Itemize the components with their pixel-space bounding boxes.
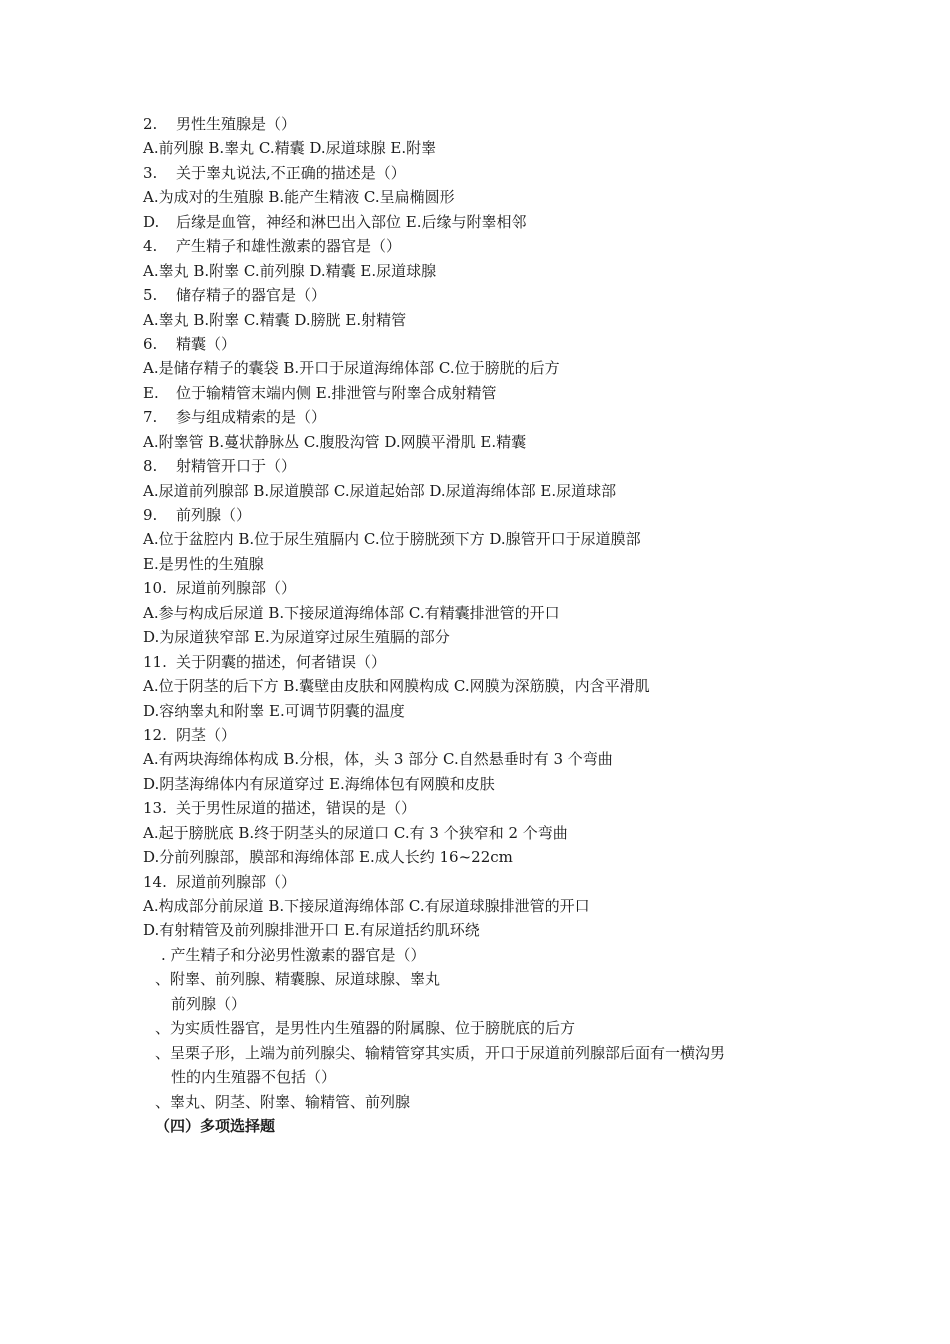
question-number: 10. <box>143 579 167 598</box>
line-text: D.阴茎海绵体内有尿道穿过 E.海绵体包有网膜和皮肤 <box>143 774 495 793</box>
text-line <box>143 259 823 283</box>
question-number: 3. <box>143 163 158 182</box>
question-list <box>143 112 823 1138</box>
line-text: 射精管开口于（） <box>176 457 297 476</box>
text-line <box>143 454 823 478</box>
line-text: A.睾丸 B.附睾 C.前列腺 D.精囊 E.尿道球腺 <box>143 261 437 280</box>
text-line <box>143 772 823 796</box>
text-line <box>143 650 823 674</box>
line-text: 、为实质性器官，是男性内生殖器的附属腺、位于膀胱底的后方 <box>155 1019 576 1038</box>
question-number: 2. <box>143 115 158 133</box>
line-text: 尿道前列腺部（） <box>176 579 297 598</box>
question-number: 14. <box>143 872 167 891</box>
text-line <box>143 992 823 1016</box>
text-line <box>143 821 823 845</box>
text-line <box>143 308 823 332</box>
line-text: A.参与构成后尿道 B.下接尿道海绵体部 C.有精囊排泄管的开口 <box>143 603 560 622</box>
text-line <box>143 185 823 209</box>
text-line <box>143 625 823 649</box>
text-line <box>143 943 823 967</box>
line-text: 关于阴囊的描述，何者错误（） <box>176 652 387 671</box>
line-text: 参与组成精索的是（） <box>176 408 327 427</box>
line-text: 前列腺（） <box>176 506 252 524</box>
section-heading <box>143 1114 823 1138</box>
text-line <box>143 234 823 258</box>
text-line <box>143 332 823 356</box>
question-number: 6. <box>143 334 158 353</box>
text-line <box>143 1016 823 1040</box>
line-text: . 产生精子和分泌男性激素的器官是（） <box>161 945 426 964</box>
line-text: 、附睾、前列腺、精囊腺、尿道球腺、睾丸 <box>155 970 441 989</box>
line-text: D.为尿道狭窄部 E.为尿道穿过尿生殖膈的部分 <box>143 628 450 647</box>
text-line <box>143 210 823 234</box>
line-text: D.分前列腺部，膜部和海绵体部 E.成人长约 16~22cm <box>143 848 513 867</box>
text-line <box>143 674 823 698</box>
text-line <box>143 918 823 942</box>
line-text: 前列腺（） <box>171 994 247 1013</box>
text-line <box>143 527 823 551</box>
text-line <box>143 479 823 503</box>
line-text: 精囊（） <box>176 334 237 353</box>
line-text: 男性生殖腺是（） <box>176 115 297 133</box>
text-line <box>143 870 823 894</box>
text-line <box>143 283 823 307</box>
question-number: 9. <box>143 506 158 524</box>
line-text: A.位于盆腔内 B.位于尿生殖膈内 C.位于膀胱颈下方 D.腺管开口于尿道膜部 <box>143 530 641 549</box>
line-text: E.是男性的生殖腺 <box>143 554 264 573</box>
text-line <box>143 967 823 991</box>
text-line <box>143 161 823 185</box>
line-text: 产生精子和雄性激素的器官是（） <box>176 237 402 256</box>
question-number: 13. <box>143 799 167 818</box>
line-text: A.有两块海绵体构成 B.分根，体，头 3 部分 C.自然悬垂时有 3 个弯曲 <box>143 750 613 769</box>
line-text: A.起于膀胱底 B.终于阴茎头的尿道口 C.有 3 个狭窄和 2 个弯曲 <box>143 823 568 842</box>
line-text: D.有射精管及前列腺排泄开口 E.有尿道括约肌环绕 <box>143 921 480 940</box>
line-text: 阴茎（） <box>176 725 237 744</box>
line-text: 尿道前列腺部（） <box>176 872 297 891</box>
text-line <box>143 796 823 820</box>
text-line <box>143 405 823 429</box>
text-line <box>143 894 823 918</box>
text-line <box>143 430 823 454</box>
line-text: A.睾丸 B.附睾 C.精囊 D.膀胱 E.射精管 <box>143 310 407 329</box>
question-number: 12. <box>143 725 167 744</box>
line-text: A.是储存精子的囊袋 B.开口于尿道海绵体部 C.位于膀胱的后方 <box>143 359 560 378</box>
line-text: A.附睾管 B.蔓状静脉丛 C.腹股沟管 D.网膜平滑肌 E.精囊 <box>143 432 527 451</box>
text-line <box>143 1090 823 1114</box>
question-number: E. <box>143 383 159 402</box>
question-number: 8. <box>143 457 158 476</box>
text-line <box>143 699 823 723</box>
line-text: 位于输精管末端内侧 E.排泄管与附睾合成射精管 <box>176 383 497 402</box>
line-text: 储存精子的器官是（） <box>176 286 327 305</box>
question-number: 7. <box>143 408 158 427</box>
text-line <box>143 723 823 747</box>
line-text: A.尿道前列腺部 B.尿道膜部 C.尿道起始部 D.尿道海绵体部 E.尿道球部 <box>143 481 617 500</box>
question-number: D. <box>143 212 160 231</box>
line-text: 关于男性尿道的描述，错误的是（） <box>176 799 417 818</box>
line-text: 关于睾丸说法,不正确的描述是（） <box>176 163 406 182</box>
line-text: （四）多项选择题 <box>155 1116 276 1135</box>
line-text: A.前列腺 B.睾丸 C.精囊 D.尿道球腺 E.附睾 <box>143 139 437 158</box>
text-line <box>143 356 823 380</box>
line-text: 、呈栗子形，上端为前列腺尖、输精管穿其实质，开口于尿道前列腺部后面有一横沟男 <box>155 1043 726 1062</box>
line-text: 、睾丸、阴茎、附睾、输精管、前列腺 <box>155 1092 411 1111</box>
text-line <box>143 503 823 527</box>
text-line <box>143 1041 823 1065</box>
question-number: 5. <box>143 286 158 305</box>
question-number: 11. <box>143 652 167 671</box>
line-text: A.为成对的生殖腺 B.能产生精液 C.呈扁椭圆形 <box>143 188 455 207</box>
line-text: 后缘是血管，神经和淋巴出入部位 E.后缘与附睾相邻 <box>176 212 527 231</box>
text-line <box>143 1065 823 1089</box>
text-line <box>143 601 823 625</box>
line-text: A.构成部分前尿道 B.下接尿道海绵体部 C.有尿道球腺排泄管的开口 <box>143 897 590 915</box>
text-line <box>143 112 823 136</box>
text-line <box>143 381 823 405</box>
question-number: 4. <box>143 237 158 256</box>
text-line <box>143 552 823 576</box>
text-line <box>143 576 823 600</box>
line-text: A.位于阴茎的后下方 B.囊壁由皮肤和网膜构成 C.网膜为深筋膜，内含平滑肌 <box>143 677 650 696</box>
text-line <box>143 747 823 771</box>
line-text: D.容纳睾丸和附睾 E.可调节阴囊的温度 <box>143 701 405 720</box>
line-text: 性的内生殖器不包括（） <box>171 1068 337 1087</box>
text-line <box>143 136 823 160</box>
text-line <box>143 845 823 869</box>
